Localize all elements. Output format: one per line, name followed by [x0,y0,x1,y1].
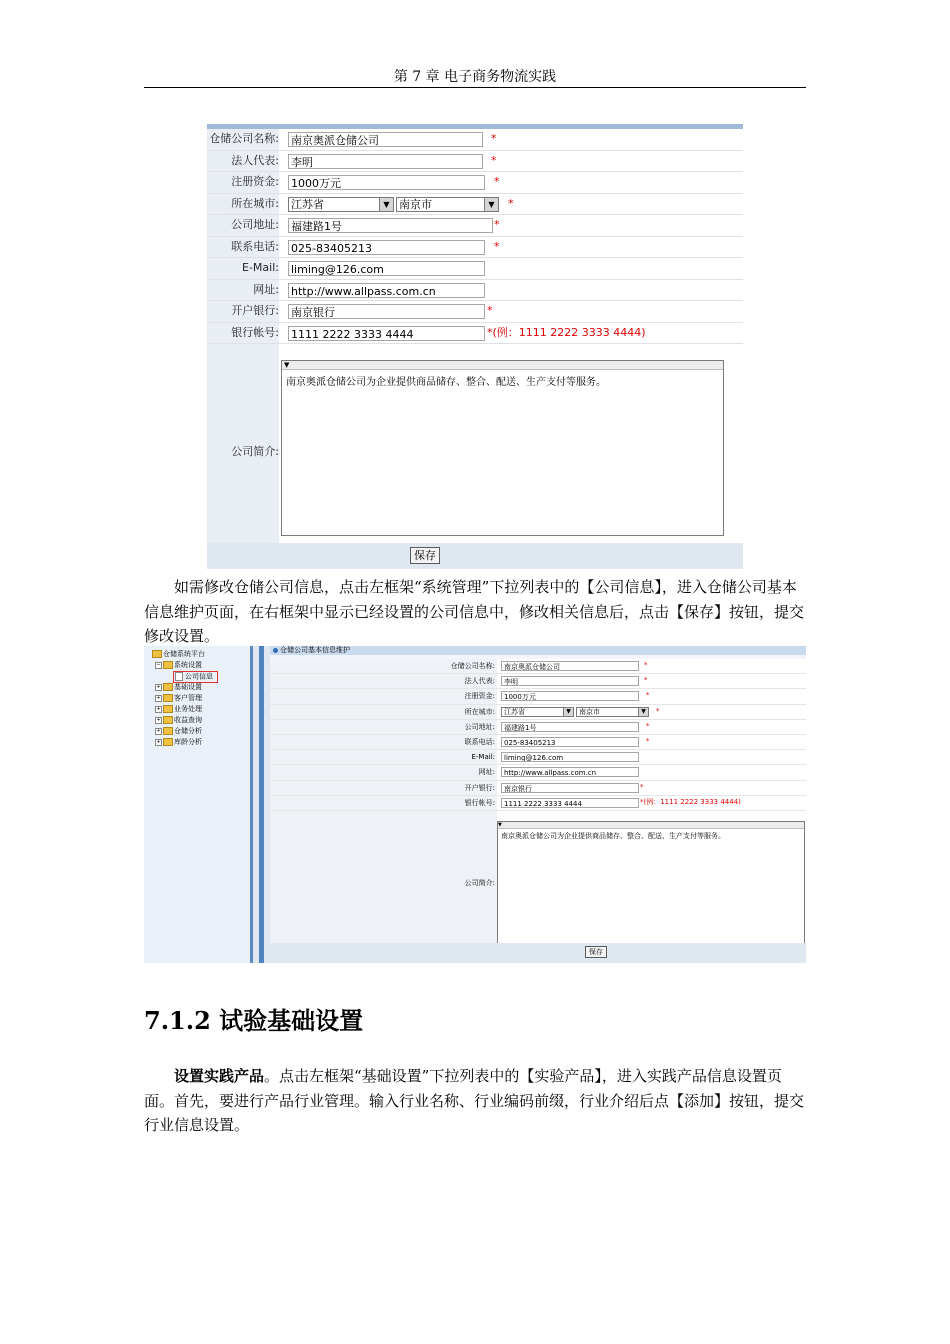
intro-label-cell [270,811,497,954]
folder-icon [163,694,173,702]
field-label: E-Mail: [207,258,279,279]
expand-icon[interactable]: + [156,694,161,701]
required-mark: * [656,706,660,715]
website-input[interactable]: http://www.allpass.com.cn [288,283,485,298]
tree-item-customer-mgmt[interactable]: + 客户管理 [156,694,202,702]
field-label: 银行帐号: [270,796,497,810]
bank-input[interactable]: 南京银行 [288,304,485,319]
field-label: 开户银行: [270,781,497,795]
chapter-header: 第 7 章 电子商务物流实践 [393,69,557,85]
folder-icon [163,683,173,691]
field-label: 公司地址: [207,215,279,236]
field-label: 银行帐号: [207,323,279,344]
tree-item-system-settings[interactable]: − 系统设置 [156,661,202,669]
header-rule [144,87,806,88]
capital-input[interactable]: 1000万元 [288,175,485,190]
field-label: 公司简介: [231,445,279,458]
city-select[interactable] [576,707,649,717]
save-button[interactable]: 保存 [585,946,607,958]
save-button[interactable]: 保存 [410,547,440,564]
field-label: 联系电话: [270,735,497,749]
email-input[interactable]: liming@126.com [288,261,485,276]
folder-icon [163,716,173,724]
province-select[interactable] [288,197,394,212]
expand-icon[interactable]: + [156,705,161,712]
tree-item-business[interactable]: + 业务处理 [156,705,202,713]
expand-icon[interactable]: + [156,727,161,734]
frame-splitter[interactable] [253,646,270,963]
company-name-input[interactable]: 南京奥派仓储公司 [501,661,639,671]
form-row-city [270,705,806,720]
form-row-address [207,215,743,237]
page-title: 仓储公司基本信息维护 [280,646,350,654]
field-label: 联系电话: [207,237,279,258]
bullet-icon [273,648,278,653]
bold-lead: 设置实践产品 [174,1067,265,1085]
intro-textarea[interactable] [281,360,724,536]
province-select[interactable] [501,707,574,717]
required-mark: * [494,239,500,253]
account-example: *(例：1111 2222 3333 4444) [640,797,741,806]
tree-root[interactable]: 仓储系统平台 [152,650,205,659]
required-mark: * [644,661,648,669]
field-label: 公司地址: [270,720,497,734]
address-input[interactable]: 福建路1号 [501,722,639,732]
form-row-address [270,720,806,735]
required-mark: * [487,304,493,317]
section-heading: 7.1.2 试验基础设置 [144,1006,364,1035]
admin-screenshot [144,646,806,963]
form-row-company-name [207,129,743,151]
intro-text: 南京奥派仓储公司为企业提供商品储存、整合、配送、生产支付等服务。 [286,377,606,388]
city-select[interactable] [396,197,499,212]
expand-icon[interactable]: + [156,738,161,745]
capital-input[interactable]: 1000万元 [501,691,639,701]
form-row-capital [270,689,806,704]
phone-input[interactable]: 025-83405213 [501,737,639,747]
collapse-icon[interactable]: − [156,661,161,668]
paragraph-text: 。点击左框架“基础设置”下拉列表中的【实验产品】，进入实践产品信息设置页面。首先，要进行产品行业管理。输入行业名称、行业编码前缀，行业介绍后点【添加】按钮，提交行业信息设置。 [144,1067,805,1134]
field-label: 所在城市: [270,705,497,719]
form-row-company-name [270,659,806,674]
tree-item-age-analysis[interactable]: + 库龄分析 [156,738,202,746]
folder-icon [163,738,173,746]
folder-icon [163,661,173,669]
account-input[interactable]: 1111 2222 3333 4444 [501,798,639,808]
city-value: 南京市 [399,197,432,211]
form-row-account [207,323,743,345]
field-label: 公司简介: [464,878,495,887]
dropdown-arrow-icon[interactable]: ▼ [563,708,573,716]
form-row-phone [270,735,806,750]
tree-item-company-info[interactable]: 公司信息 [173,671,218,683]
form-row-city [207,194,743,216]
form-row-intro [270,811,806,954]
account-example: *(例：1111 2222 3333 4444) [487,325,646,339]
field-label: 法人代表: [270,674,497,688]
company-form [207,124,743,569]
form-footer [270,943,806,963]
splitter-bar[interactable] [259,646,264,963]
field-label: 所在城市: [207,194,279,215]
folder-icon [152,650,162,658]
form-row-capital [207,172,743,194]
required-mark: * [494,175,500,188]
legal-rep-input[interactable]: 李明 [501,676,639,686]
folder-icon [163,727,173,735]
expand-icon[interactable]: + [156,716,161,723]
form-row-website [270,765,806,780]
legal-rep-input[interactable]: 李明 [288,154,483,169]
required-mark: * [491,132,497,145]
required-mark: * [644,676,648,685]
page-title-bar [270,646,806,655]
intro-textarea[interactable] [497,821,805,945]
paragraph-product-setup [144,1064,806,1138]
province-value: 江苏省 [291,197,324,211]
field-label: 网址: [207,280,279,301]
field-label: 注册资金: [270,689,497,703]
form-row-intro [207,344,743,555]
form-row-legal-rep [207,151,743,173]
required-mark: * [646,736,650,745]
right-content-frame [270,646,806,963]
intro-label-cell [207,344,279,555]
tree-item-storage-analysis[interactable]: + 仓储分析 [156,727,202,735]
editor-toolbar[interactable]: ▼ [282,361,723,370]
required-mark: * [646,691,650,700]
website-input[interactable]: http://www.allpass.com.cn [501,767,639,777]
company-name-input[interactable]: 南京奥派仓储公司 [288,132,483,147]
field-label: 仓储公司名称: [207,129,279,150]
email-input[interactable]: liming@126.com [501,752,639,762]
required-mark: * [646,721,650,730]
city-value: 南京市 [579,707,600,716]
bank-input[interactable]: 南京银行 [501,783,639,793]
field-label: 网址: [270,765,497,779]
account-input[interactable]: 1111 2222 3333 4444 [288,326,485,341]
required-mark: * [640,782,644,791]
expand-icon[interactable]: + [156,683,161,690]
form-row-bank [207,301,743,323]
form-row-legal-rep [270,674,806,689]
dropdown-arrow-icon[interactable]: ▼ [379,198,393,211]
field-label: 开户银行: [207,301,279,322]
required-mark: * [494,218,500,231]
intro-text: 南京奥派仓储公司为企业提供商品储存、整合、配送、生产支付等服务。 [501,831,725,840]
field-label: 仓储公司名称: [270,659,497,673]
field-label: 法人代表: [207,151,279,172]
tree-item-revenue[interactable]: + 收益查询 [156,716,202,724]
form-row-phone [207,237,743,259]
required-mark: * [508,196,514,210]
address-input[interactable]: 福建路1号 [288,218,493,233]
form-row-email [207,258,743,280]
form-row-account [270,796,806,811]
form-row-email [270,750,806,765]
field-label: 注册资金: [207,172,279,193]
form-row-bank [270,781,806,796]
province-value: 江苏省 [504,707,525,716]
dropdown-arrow-icon[interactable]: ▼ [484,198,498,211]
left-tree-frame [144,646,253,963]
folder-icon [163,705,173,713]
phone-input[interactable]: 025-83405213 [288,240,485,255]
form-footer [207,543,743,569]
field-label: E-Mail: [270,750,497,764]
dropdown-arrow-icon[interactable]: ▼ [638,708,648,716]
required-mark: * [491,153,497,167]
form-row-website [207,280,743,302]
paragraph-edit-company: 如需修改仓储公司信息，点击左框架“系统管理”下拉列表中的【公司信息】，进入仓储公司基本信息维护页面，在右框架中显示已经设置的公司信息中，修改相关信息后，点击【保存】按钮，提交修改设置。 [144,578,805,645]
page-icon [175,672,183,681]
tree-item-basic-settings[interactable]: + 基础设置 [156,683,202,691]
editor-toolbar[interactable]: ▼ [498,822,804,829]
